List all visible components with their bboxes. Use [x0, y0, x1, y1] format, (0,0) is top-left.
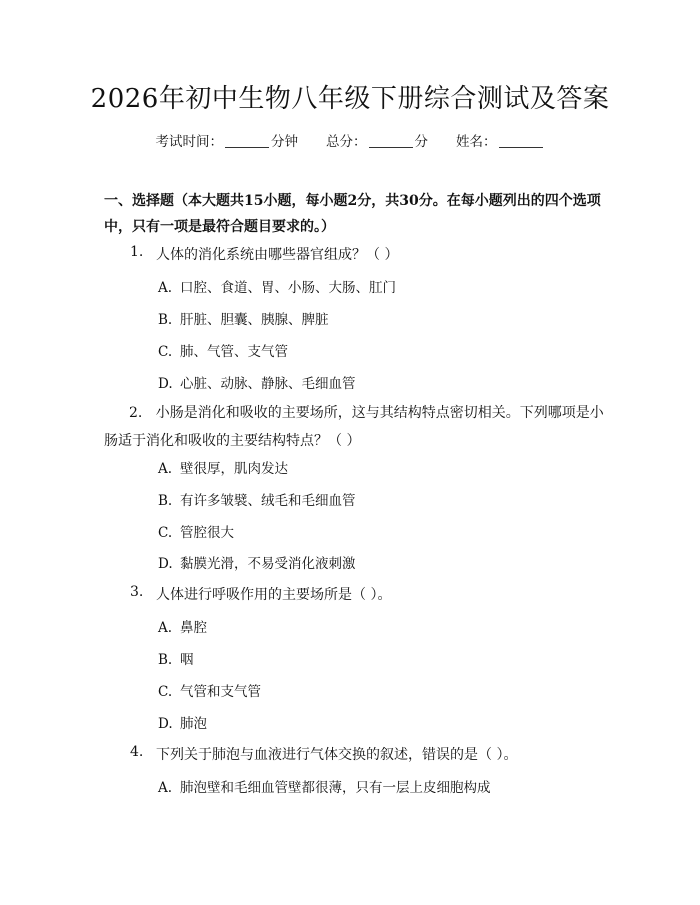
option-3b [158, 648, 194, 668]
option-1a [158, 276, 396, 296]
option-label: A. [158, 280, 173, 296]
option-text: 口腔、食道、胃、小肠、大肠、肛门 [180, 280, 396, 296]
option-text: 肝脏、胆囊、胰腺、脾脏 [180, 312, 329, 328]
option-1b [158, 308, 329, 328]
option-text: 黏膜光滑，不易受消化液刺激 [180, 556, 356, 572]
option-text: 有许多皱襞、绒毛和毛细血管 [180, 493, 356, 509]
option-2b [158, 489, 356, 509]
option-label: B. [158, 493, 173, 509]
exam-time-blank [225, 135, 269, 148]
question-number: 1. [130, 244, 144, 260]
option-label: B. [158, 652, 173, 668]
total-score-blank [369, 135, 413, 148]
option-text: 肺泡壁和毛细血管壁都很薄，只有一层上皮细胞构成 [180, 780, 491, 796]
option-3c [158, 680, 261, 700]
option-text: 鼻腔 [180, 620, 207, 636]
question-number: 4. [130, 744, 144, 760]
question-2 [104, 399, 604, 455]
option-label: A. [158, 780, 173, 796]
student-name-blank [499, 135, 543, 148]
option-text: 心脏、动脉、静脉、毛细血管 [180, 376, 356, 392]
option-label: C. [158, 525, 173, 541]
option-label: D. [158, 556, 173, 572]
page-title: 2026年初中生物八年级下册综合测试及答案 [90, 84, 610, 114]
question-text: 小肠是消化和吸收的主要场所，这与其结构特点密切相关。下列哪项是小肠适于消化和吸收的主要结构特点？（ ） [104, 405, 604, 449]
option-4a [158, 776, 491, 796]
question-number: 3. [130, 584, 144, 600]
option-text: 肺、气管、支气管 [180, 344, 288, 360]
option-2d [158, 552, 356, 572]
option-2a [158, 457, 288, 477]
option-text: 肺泡 [180, 716, 207, 732]
question-text: 人体进行呼吸作用的主要场所是（ ）。 [156, 587, 392, 603]
option-label: D. [158, 376, 173, 392]
option-label: C. [158, 344, 173, 360]
total-score-unit: 分 [414, 134, 428, 150]
option-text: 气管和支气管 [180, 684, 261, 700]
question-text: 下列关于肺泡与血液进行气体交换的叙述，错误的是（ ）。 [156, 747, 518, 763]
exam-time-label: 考试时间： [155, 134, 223, 150]
option-2c [158, 521, 234, 541]
total-score-label: 总分： [326, 134, 367, 150]
option-label: A. [158, 461, 173, 477]
exam-time-field [156, 130, 299, 150]
option-label: D. [158, 716, 173, 732]
option-1d [158, 372, 356, 392]
section-heading: 一、选择题（本大题共15小题，每小题2分，共30分。在每小题列出的四个选项中，只有一项是最符合题目要求的。） [104, 193, 601, 235]
total-score-field [326, 130, 428, 150]
option-text: 管腔很大 [180, 525, 234, 541]
option-1c [158, 340, 288, 360]
option-label: A. [158, 620, 173, 636]
exam-time-unit: 分钟 [271, 134, 298, 150]
student-name-field [456, 130, 545, 150]
option-label: C. [158, 684, 173, 700]
student-name-label: 姓名： [456, 134, 497, 150]
option-text: 咽 [180, 652, 194, 668]
option-text: 壁很厚，肌肉发达 [180, 461, 288, 477]
question-text: 人体的消化系统由哪些器官组成？（ ） [156, 247, 399, 263]
option-3a [158, 616, 207, 636]
exam-info-row [0, 130, 700, 150]
question-number: 2. [129, 405, 143, 421]
option-3d [158, 712, 207, 732]
option-label: B. [158, 312, 173, 328]
